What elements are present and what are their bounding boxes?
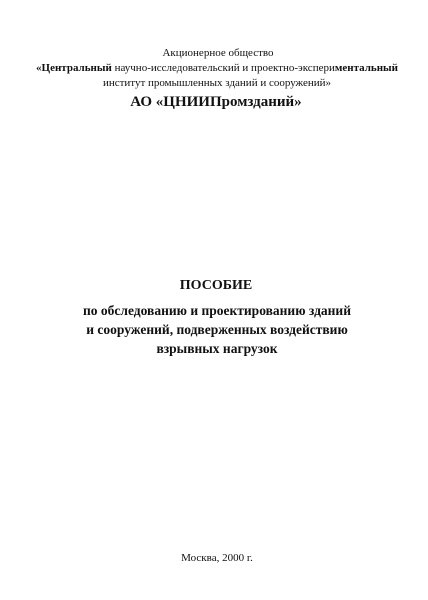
organization-type: Акционерное общество xyxy=(162,47,274,59)
organization-name-line-2: институт промышленных зданий и сооружений» xyxy=(102,77,332,89)
organization-name-middle: научно-исследовательский и проектно-экспери xyxy=(111,62,335,74)
document-subtitle-line-3: взрывных нагрузок xyxy=(156,341,278,356)
organization-name-bold-start: «Центральный xyxy=(36,62,112,74)
document-title: ПОСОБИЕ xyxy=(179,278,253,293)
document-subtitle-line-2: и сооружений, подверженных воздействию xyxy=(86,322,348,337)
publication-place-year: Москва, 2000 г. xyxy=(181,552,253,564)
organization-name-line-1 xyxy=(3,63,428,74)
organization-short-name: АО «ЦНИИПромзданий» xyxy=(130,94,302,110)
document-subtitle-line-1: по обследованию и проектированию зданий xyxy=(83,303,351,318)
organization-name-bold-end: ментальный xyxy=(334,62,398,74)
